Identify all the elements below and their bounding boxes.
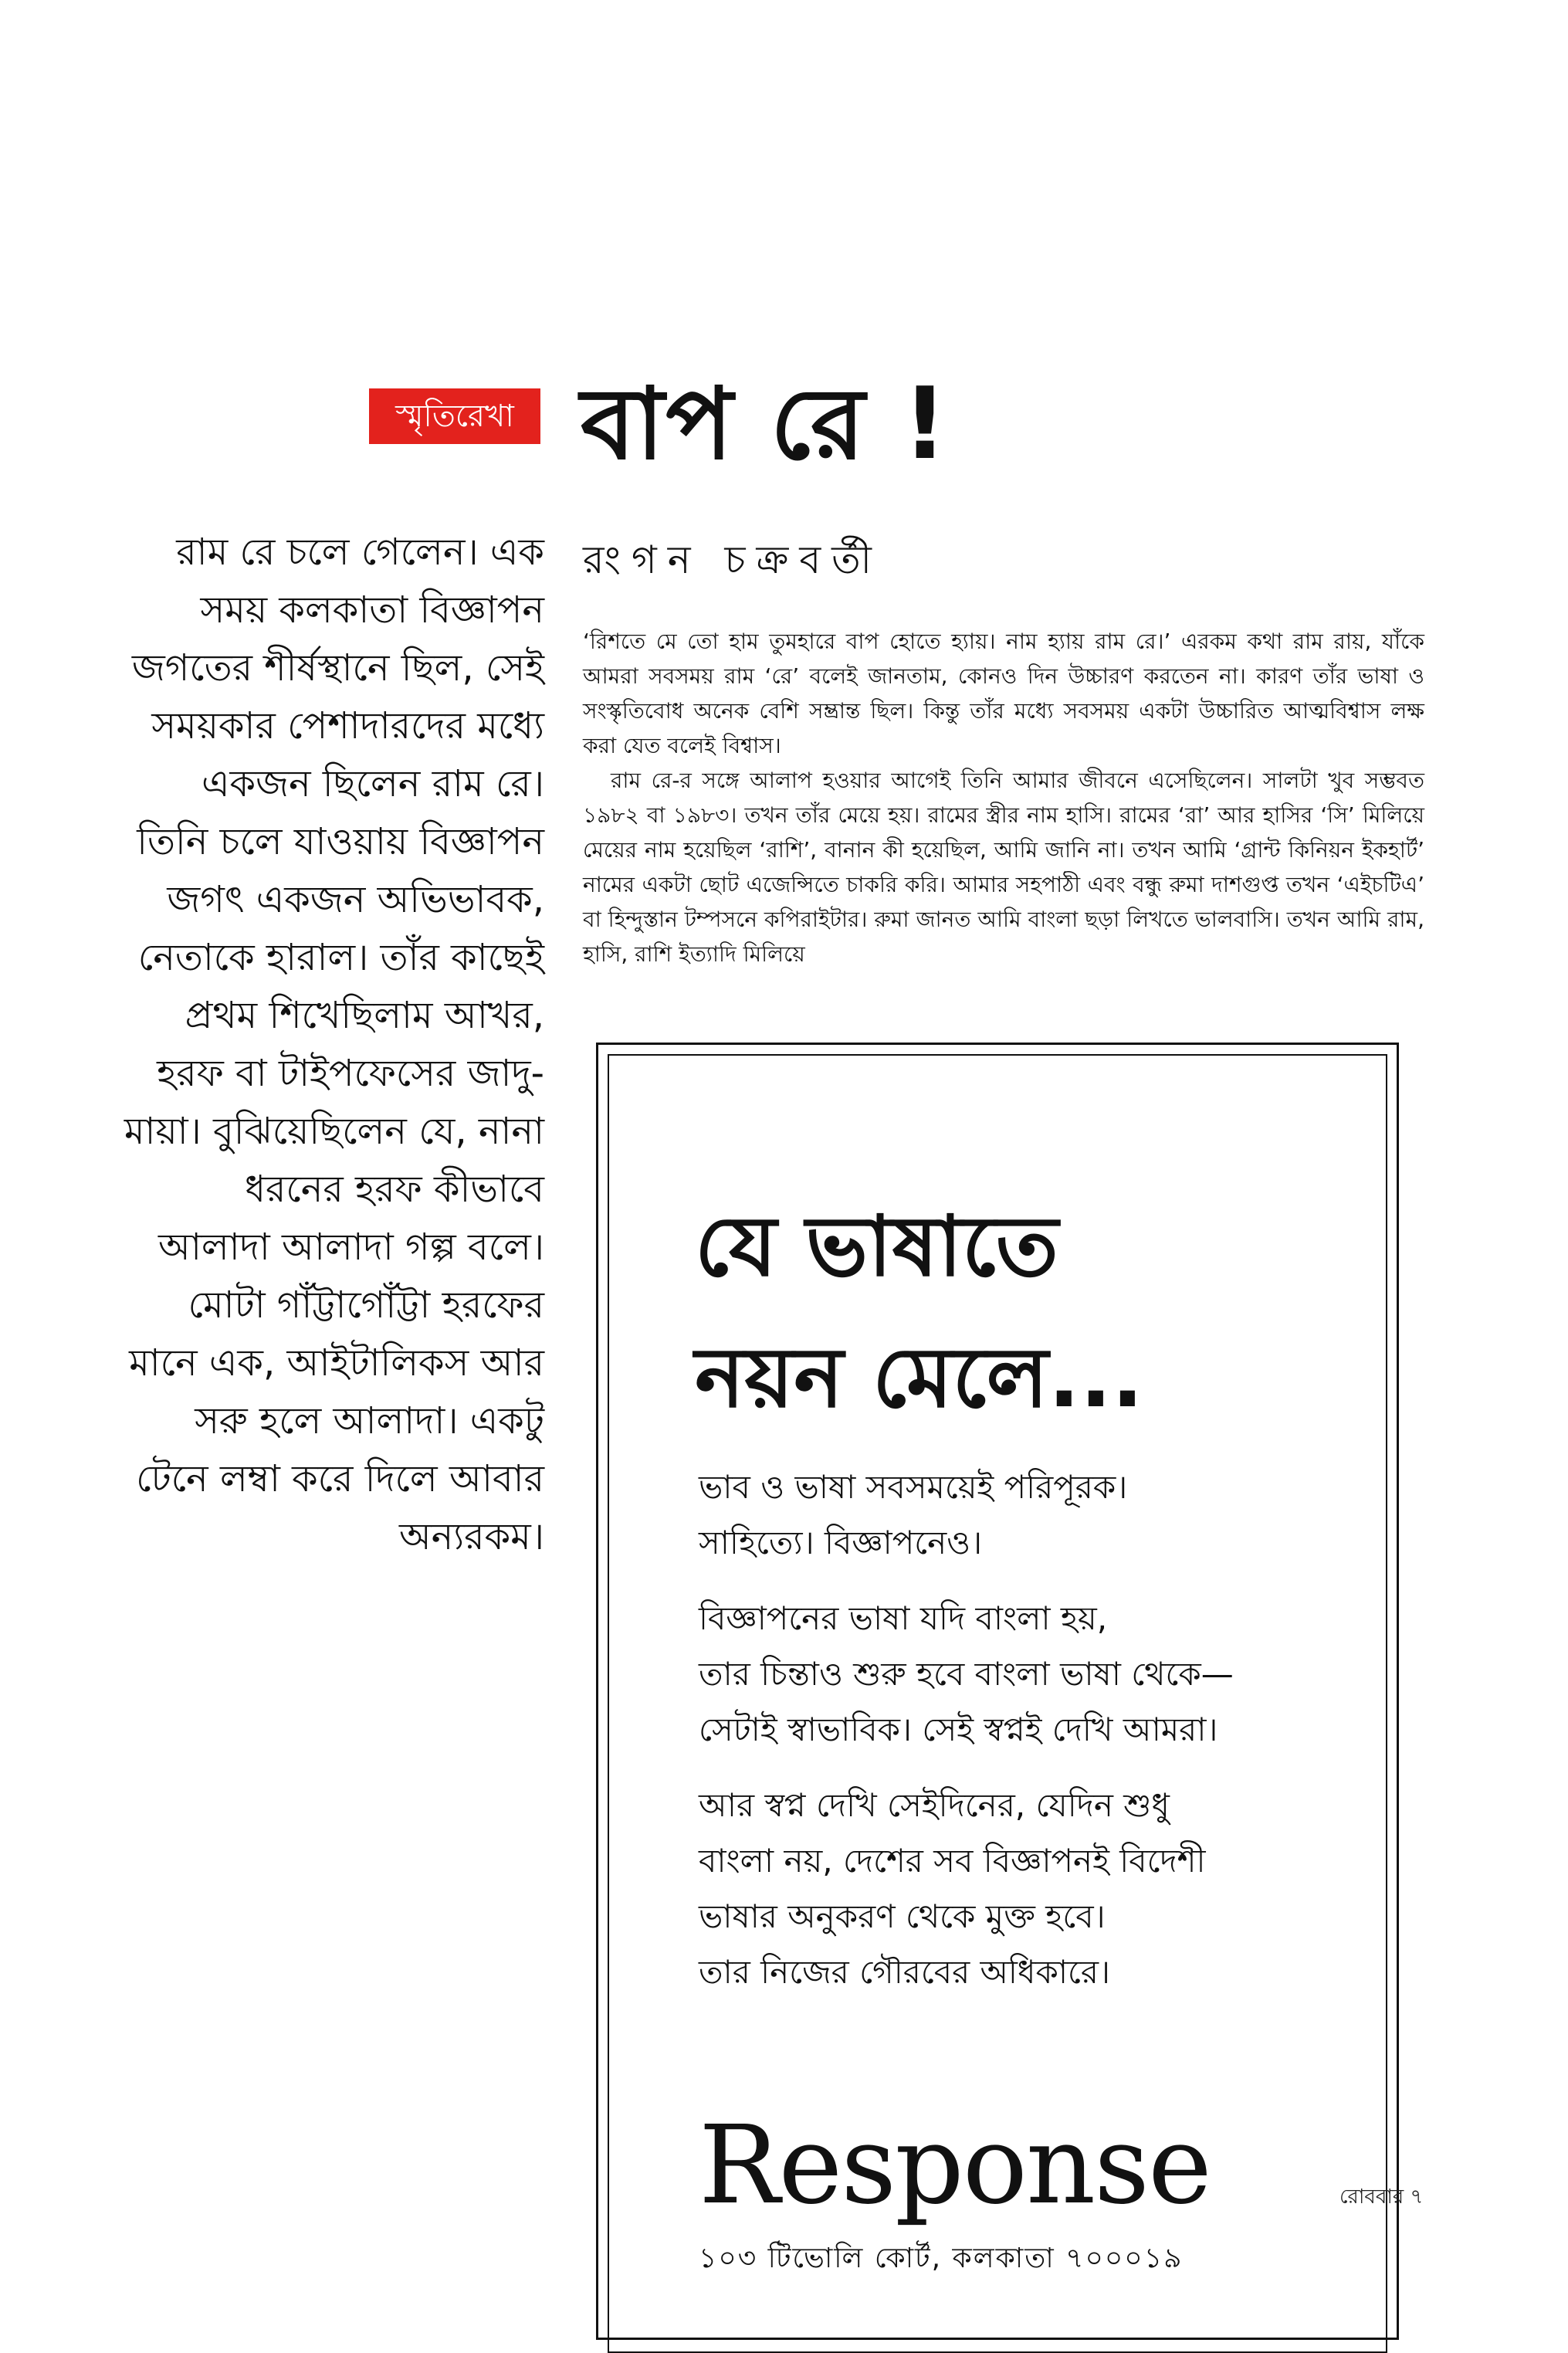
- ad-paragraph-1: [699, 1460, 1363, 1571]
- ad-line: ভাব ও ভাষা সবসময়েই পরিপূরক।: [699, 1468, 1128, 1506]
- ad-line: সেটাই স্বাভাবিক। সেই স্বপ্নই দেখি আমরা।: [699, 1711, 1218, 1748]
- author-byline: রংগন চক্রবর্তী: [583, 537, 882, 582]
- ad-line: তার চিন্তাও শুরু হবে বাংলা ভাষা থেকে—: [699, 1655, 1234, 1693]
- article-title: বাপ রে !: [581, 367, 950, 482]
- ad-address: ১০৩ টিভোলি কোর্ট, কলকাতা ৭০০০১৯: [699, 2243, 1184, 2274]
- page-number-label: রোববার ৭: [1339, 2185, 1424, 2209]
- ad-line: ভাষার অনুকরণ থেকে মুক্ত হবে।: [699, 1897, 1106, 1935]
- ad-brand-logo: Response: [699, 2103, 1211, 2229]
- body-paragraph-1: ‘রিশতে মে তো হাম তুমহারে বাপ হোতে হ্যায়। নাম হ্যায় রাম রে।’ এরকম কথা রাম রায়, যাঁকে আমরা সবসময় রাম ‘রে’ বলেই জানতাম, কোনও দিন উচ্চারণ করতেন না। কারণ তাঁর ভাষা ও সংস্কৃতিবোধ অনেক বেশি সম্ভ্রান্ত ছিল। কিন্তু তাঁর মধ্যে সবসময় একটা উচ্চারিত আত্মবিশ্বাস লক্ষ করা যেত বলেই বিশ্বাস।: [583, 629, 1424, 758]
- ad-paragraph-3: [699, 1778, 1363, 2000]
- ad-paragraph-2: [699, 1591, 1363, 1758]
- ad-headline-line-2: নয়ন মেলে...: [695, 1330, 1143, 1426]
- ad-headline-line-1: যে ভাষাতে: [695, 1199, 1058, 1295]
- ad-line: সাহিত্যে। বিজ্ঞাপনেও।: [699, 1524, 983, 1561]
- ad-copy: [699, 1460, 1363, 2020]
- ad-headline: [695, 1182, 1143, 1444]
- section-tag: স্মৃতিরেখা: [369, 388, 540, 444]
- article-body: [583, 624, 1424, 971]
- ad-line: আর স্বপ্ন দেখি সেইদিনের, যেদিন শুধু: [699, 1786, 1170, 1824]
- pull-quote: রাম রে চলে গেলেন। এক সময় কলকাতা বিজ্ঞাপন জগতের শীর্ষস্থানে ছিল, সেই সময়কার পেশাদারদের মধ্যে একজন ছিলেন রাম রে। তিনি চলে যাওয়ায় বিজ্ঞাপন জগৎ একজন অভিভাবক, নেতাকে হারাল। তাঁর কাছেই প্রথম শিখেছিলাম আখর, হরফ বা টাইপফেসের জাদু-মায়া। বুঝিয়েছিলেন যে, নানা ধরনের হরফ কীভাবে আলাদা আলাদা গল্প বলে। মোটা গাঁট্টাগোঁট্টা হরফের মানে এক, আইটালিকস আর সরু হলে আলাদা। একটু টেনে লম্বা করে দিলে আবার অন্যরকম।: [124, 531, 544, 1558]
- body-paragraph-2: রাম রে-র সঙ্গে আলাপ হওয়ার আগেই তিনি আমার জীবনে এসেছিলেন। সালটা খুব সম্ভবত ১৯৮২ বা ১৯৮৩। তখন তাঁর মেয়ে হয়। রামের স্ত্রীর নাম হাসি। রামের ‘রা’ আর হাসির ‘সি’ মিলিয়ে মেয়ের নাম হয়েছিল ‘রাশি’, বানান কী হয়েছিল, আমি জানি না। তখন আমি ‘গ্রান্ট কিনিয়ন ইকহার্ট’ নামের একটা ছোট এজেন্সিতে চাকরি করি। আমার সহপাঠী এবং বন্ধু রুমা দাশগুপ্ত তখন ‘এইচটিএ’ বা হিন্দুস্তান টম্পসনে কপিরাইটার। রুমা জানত আমি বাংলা ছড়া লিখতে ভালবাসি। তখন আমি রাম, হাসি, রাশি ইত্যাদি মিলিয়ে: [583, 768, 1424, 967]
- ad-line: বাংলা নয়, দেশের সব বিজ্ঞাপনই বিদেশী: [699, 1842, 1206, 1880]
- ad-line: বিজ্ঞাপনের ভাষা যদি বাংলা হয়,: [699, 1599, 1108, 1637]
- ad-line: তার নিজের গৌরবের অধিকারে।: [699, 1953, 1111, 1991]
